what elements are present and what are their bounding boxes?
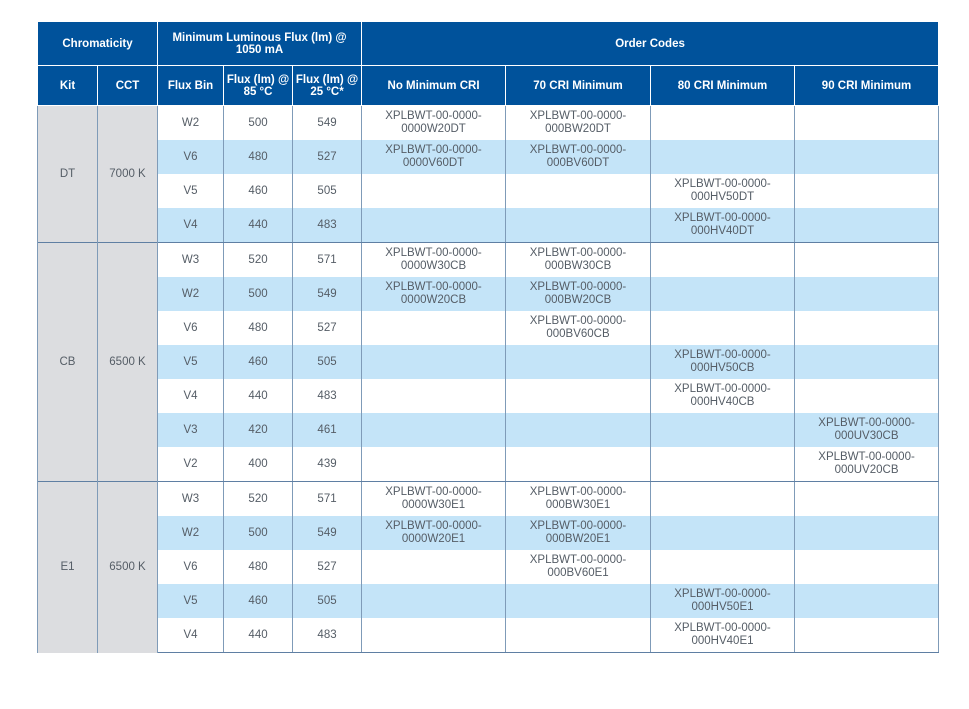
cri90-code <box>795 140 939 174</box>
table-body <box>38 106 939 653</box>
table-row <box>38 345 939 379</box>
no-min-cri-code <box>362 174 506 208</box>
flux-85-cell: 520 <box>224 243 293 278</box>
header-no-min-cri: No Minimum CRI <box>362 66 506 106</box>
table-row <box>38 243 939 278</box>
flux-85-cell: 480 <box>224 550 293 584</box>
flux-25-cell: 527 <box>293 550 362 584</box>
table-row <box>38 208 939 243</box>
table-row <box>38 447 939 482</box>
flux-bin-cell: W3 <box>158 243 224 278</box>
flux-85-cell: 480 <box>224 311 293 345</box>
flux-bin-cell: V4 <box>158 379 224 413</box>
table-row <box>38 413 939 447</box>
flux-bin-cell: V4 <box>158 618 224 653</box>
flux-25-cell: 571 <box>293 243 362 278</box>
cri80-code <box>651 277 795 311</box>
header-flux-85: Flux (lm) @ 85 °C <box>224 66 293 106</box>
header-cct: CCT <box>98 66 158 106</box>
cri90-code: XPLBWT-00-0000-000UV20CB <box>795 447 939 482</box>
flux-25-cell: 549 <box>293 277 362 311</box>
flux-25-cell: 461 <box>293 413 362 447</box>
flux-bin-cell: V6 <box>158 311 224 345</box>
table-row <box>38 516 939 550</box>
cri70-code <box>506 584 651 618</box>
flux-25-cell: 527 <box>293 311 362 345</box>
flux-25-cell: 571 <box>293 482 362 517</box>
cri70-code: XPLBWT-00-0000-000BW20DT <box>506 106 651 141</box>
no-min-cri-code <box>362 379 506 413</box>
table-row <box>38 618 939 653</box>
cct-cell: 6500 K <box>98 482 158 653</box>
no-min-cri-code <box>362 550 506 584</box>
cri70-code: XPLBWT-00-0000-000BW30CB <box>506 243 651 278</box>
cri80-code: XPLBWT-00-0000-000HV50DT <box>651 174 795 208</box>
cri70-code <box>506 618 651 653</box>
cri80-code: XPLBWT-00-0000-000HV50CB <box>651 345 795 379</box>
cri70-code: XPLBWT-00-0000-000BW20E1 <box>506 516 651 550</box>
kit-cell: E1 <box>38 482 98 653</box>
header-flux-bin: Flux Bin <box>158 66 224 106</box>
flux-25-cell: 549 <box>293 106 362 141</box>
table-row <box>38 550 939 584</box>
cri90-code <box>795 618 939 653</box>
cri90-code <box>795 208 939 243</box>
cri70-code <box>506 345 651 379</box>
no-min-cri-code <box>362 311 506 345</box>
table-row <box>38 140 939 174</box>
flux-bin-cell: V4 <box>158 208 224 243</box>
cri80-code <box>651 311 795 345</box>
flux-25-cell: 483 <box>293 208 362 243</box>
cri90-code <box>795 379 939 413</box>
kit-cell: CB <box>38 243 98 482</box>
cri80-code: XPLBWT-00-0000-000HV50E1 <box>651 584 795 618</box>
cri70-code: XPLBWT-00-0000-000BV60DT <box>506 140 651 174</box>
cri90-code <box>795 311 939 345</box>
kit-cell: DT <box>38 106 98 243</box>
flux-25-cell: 483 <box>293 618 362 653</box>
cri80-code: XPLBWT-00-0000-000HV40DT <box>651 208 795 243</box>
table-row <box>38 584 939 618</box>
cri80-code <box>651 550 795 584</box>
table-row <box>38 379 939 413</box>
cri70-code: XPLBWT-00-0000-000BV60CB <box>506 311 651 345</box>
flux-85-cell: 440 <box>224 618 293 653</box>
cri80-code <box>651 482 795 517</box>
no-min-cri-code: XPLBWT-00-0000-0000W30E1 <box>362 482 506 517</box>
header-order-codes: Order Codes <box>362 22 939 66</box>
flux-bin-cell: V5 <box>158 174 224 208</box>
table-row <box>38 174 939 208</box>
table-row <box>38 311 939 345</box>
table-row <box>38 482 939 517</box>
cri80-code <box>651 413 795 447</box>
cri80-code <box>651 106 795 141</box>
flux-25-cell: 505 <box>293 584 362 618</box>
flux-bin-cell: W2 <box>158 516 224 550</box>
flux-85-cell: 460 <box>224 345 293 379</box>
cri90-code <box>795 516 939 550</box>
cri80-code <box>651 447 795 482</box>
flux-25-cell: 439 <box>293 447 362 482</box>
no-min-cri-code <box>362 345 506 379</box>
cri90-code <box>795 482 939 517</box>
cri70-code <box>506 174 651 208</box>
cri80-code: XPLBWT-00-0000-000HV40CB <box>651 379 795 413</box>
cri70-code <box>506 208 651 243</box>
flux-85-cell: 440 <box>224 208 293 243</box>
flux-25-cell: 527 <box>293 140 362 174</box>
no-min-cri-code: XPLBWT-00-0000-0000W20CB <box>362 277 506 311</box>
flux-85-cell: 480 <box>224 140 293 174</box>
cri90-code <box>795 584 939 618</box>
flux-85-cell: 440 <box>224 379 293 413</box>
table-header <box>38 22 939 106</box>
flux-85-cell: 500 <box>224 277 293 311</box>
flux-85-cell: 500 <box>224 516 293 550</box>
flux-bin-cell: V2 <box>158 447 224 482</box>
flux-bin-cell: V6 <box>158 140 224 174</box>
cri80-code <box>651 140 795 174</box>
cri90-code: XPLBWT-00-0000-000UV30CB <box>795 413 939 447</box>
cri90-code <box>795 277 939 311</box>
cri70-code <box>506 379 651 413</box>
header-min-flux: Minimum Luminous Flux (lm) @ 1050 mA <box>158 22 362 66</box>
flux-85-cell: 500 <box>224 106 293 141</box>
no-min-cri-code <box>362 208 506 243</box>
no-min-cri-code: XPLBWT-00-0000-0000W30CB <box>362 243 506 278</box>
no-min-cri-code: XPLBWT-00-0000-0000W20DT <box>362 106 506 141</box>
flux-25-cell: 505 <box>293 345 362 379</box>
header-flux-25: Flux (lm) @ 25 °C* <box>293 66 362 106</box>
cri90-code <box>795 106 939 141</box>
flux-bin-cell: V6 <box>158 550 224 584</box>
no-min-cri-code <box>362 413 506 447</box>
flux-25-cell: 505 <box>293 174 362 208</box>
cri70-code: XPLBWT-00-0000-000BW20CB <box>506 277 651 311</box>
cri70-code: XPLBWT-00-0000-000BW30E1 <box>506 482 651 517</box>
cri90-code <box>795 345 939 379</box>
cri70-code <box>506 447 651 482</box>
header-70-cri: 70 CRI Minimum <box>506 66 651 106</box>
flux-25-cell: 549 <box>293 516 362 550</box>
cri90-code <box>795 174 939 208</box>
flux-85-cell: 460 <box>224 174 293 208</box>
cri70-code <box>506 413 651 447</box>
flux-25-cell: 483 <box>293 379 362 413</box>
flux-bin-cell: W3 <box>158 482 224 517</box>
header-chromaticity: Chromaticity <box>38 22 158 66</box>
cri90-code <box>795 243 939 278</box>
header-kit: Kit <box>38 66 98 106</box>
no-min-cri-code <box>362 447 506 482</box>
flux-85-cell: 400 <box>224 447 293 482</box>
no-min-cri-code <box>362 584 506 618</box>
no-min-cri-code: XPLBWT-00-0000-0000W20E1 <box>362 516 506 550</box>
flux-bin-cell: W2 <box>158 277 224 311</box>
no-min-cri-code: XPLBWT-00-0000-0000V60DT <box>362 140 506 174</box>
cri70-code: XPLBWT-00-0000-000BV60E1 <box>506 550 651 584</box>
table-row <box>38 277 939 311</box>
flux-bin-cell: V3 <box>158 413 224 447</box>
table-row <box>38 106 939 141</box>
cri80-code <box>651 516 795 550</box>
flux-bin-cell: W2 <box>158 106 224 141</box>
cct-cell: 7000 K <box>98 106 158 243</box>
cri90-code <box>795 550 939 584</box>
order-codes-table <box>37 21 939 653</box>
header-90-cri: 90 CRI Minimum <box>795 66 939 106</box>
flux-85-cell: 420 <box>224 413 293 447</box>
no-min-cri-code <box>362 618 506 653</box>
cri80-code: XPLBWT-00-0000-000HV40E1 <box>651 618 795 653</box>
header-80-cri: 80 CRI Minimum <box>651 66 795 106</box>
flux-85-cell: 520 <box>224 482 293 517</box>
flux-bin-cell: V5 <box>158 345 224 379</box>
cri80-code <box>651 243 795 278</box>
flux-bin-cell: V5 <box>158 584 224 618</box>
cct-cell: 6500 K <box>98 243 158 482</box>
flux-85-cell: 460 <box>224 584 293 618</box>
